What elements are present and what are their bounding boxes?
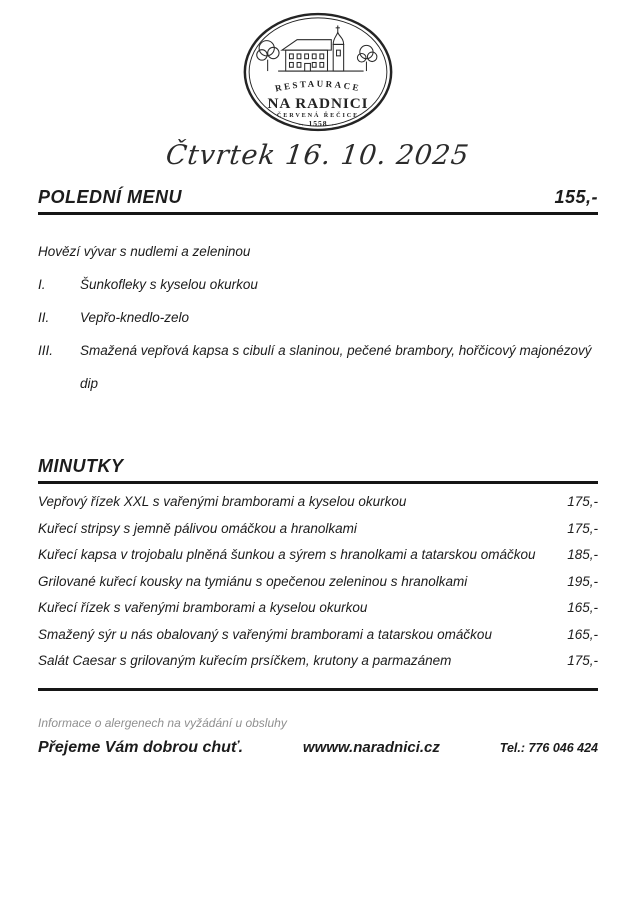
lunch-item-numeral: II.	[38, 310, 50, 325]
lunch-item-text: Šunkofleky s kyselou okurkou	[80, 277, 258, 292]
lunch-item	[38, 334, 598, 400]
menu-row-name: Kuřecí řízek s vařenými bramborami a kyselou okurkou	[38, 600, 368, 615]
lunch-items	[38, 268, 598, 400]
lunch-item	[38, 301, 598, 334]
footer-wish: Přejeme Vám dobrou chuť.	[38, 738, 244, 756]
lunch-menu-section	[38, 187, 598, 400]
minutky-items	[38, 489, 598, 675]
restaurant-logo	[0, 0, 636, 132]
logo-restaurace-text: RESTAURACE	[274, 78, 362, 94]
menu-row-name: Smažený sýr u nás obalovaný s vařenými bramborami a tatarskou omáčkou	[38, 626, 492, 642]
menu-row-price: 195,-	[567, 573, 598, 589]
date-heading-text: Čtvrtek 16. 10. 2025	[164, 140, 472, 171]
menu-row	[38, 489, 598, 516]
menu-row	[38, 516, 598, 543]
logo-city-text: ČERVENÁ ŘEČICE	[276, 113, 360, 120]
menu-row-name: Kuřecí stripsy s jemně pálivou omáčkou a hranolkami	[38, 520, 357, 536]
menu-row-name: Grilované kuřecí kousky na tymiánu s opečenou zeleninou s hranolkami	[38, 573, 468, 589]
church-tower-icon	[333, 25, 343, 71]
menu-row-price: 175,-	[567, 520, 598, 536]
menu-row	[38, 648, 598, 675]
minutky-header	[38, 456, 598, 484]
lunch-item-text: Smažená vepřová kapsa s cibulí a slaninou, pečené brambory, hořčicový majonézový dip	[80, 343, 592, 391]
menu-row-name: Vepřový řízek XXL s vařenými bramborami a kyselou okurkou	[38, 494, 407, 509]
lunch-menu-title: POLEDNÍ MENU	[38, 187, 183, 207]
menu-row-name: Salát Caesar s grilovaným kuřecím prsíčkem, krutony a parmazánem	[38, 653, 452, 668]
footer-phone: Tel.: 776 046 424	[499, 740, 598, 755]
menu-row-name: Kuřecí kapsa v trojobalu plněná šunkou a sýrem s hranolkami a tatarskou omáčkou	[38, 547, 536, 562]
lunch-menu-header	[38, 187, 598, 215]
restaurant-logo-icon	[242, 12, 394, 132]
lunch-item-numeral: I.	[38, 277, 46, 292]
menu-row	[38, 542, 598, 569]
lunch-menu-price: 155,-	[554, 187, 598, 207]
lunch-list	[38, 235, 598, 400]
footer-row	[38, 739, 598, 757]
logo-name-text: NA RADNICI	[267, 95, 369, 113]
menu-row-price: 165,-	[567, 600, 598, 615]
lunch-item-text: Vepřo-knedlo-zelo	[80, 310, 190, 325]
minutky-title: MINUTKY	[38, 456, 124, 476]
lunch-item-numeral: III.	[38, 343, 54, 358]
allergen-note: Informace o alergenech na vyžádání u obsluhy	[38, 715, 287, 730]
tree-right-icon	[357, 45, 376, 71]
menu-row	[38, 595, 598, 622]
footer-rule	[38, 688, 598, 691]
menu-row	[38, 622, 598, 649]
menu-row	[38, 569, 598, 596]
minutky-section	[38, 456, 598, 675]
menu-footer	[38, 688, 598, 757]
date-heading	[0, 140, 636, 171]
menu-row-price: 165,-	[567, 626, 598, 642]
logo-year-text: → 1558 ←	[297, 119, 339, 129]
menu-content	[38, 187, 598, 757]
lunch-item	[38, 268, 598, 301]
soup-line: Hovězí vývar s nudlemi a zeleninou	[38, 244, 251, 259]
footer-website: wwww.naradnici.cz	[302, 738, 440, 756]
building-icon	[278, 40, 364, 71]
svg-text:RESTAURACE	[274, 79, 362, 94]
tree-left-icon	[257, 41, 279, 71]
menu-row-price: 185,-	[567, 547, 598, 562]
menu-row-price: 175,-	[567, 653, 598, 668]
menu-row-price: 175,-	[567, 494, 598, 509]
